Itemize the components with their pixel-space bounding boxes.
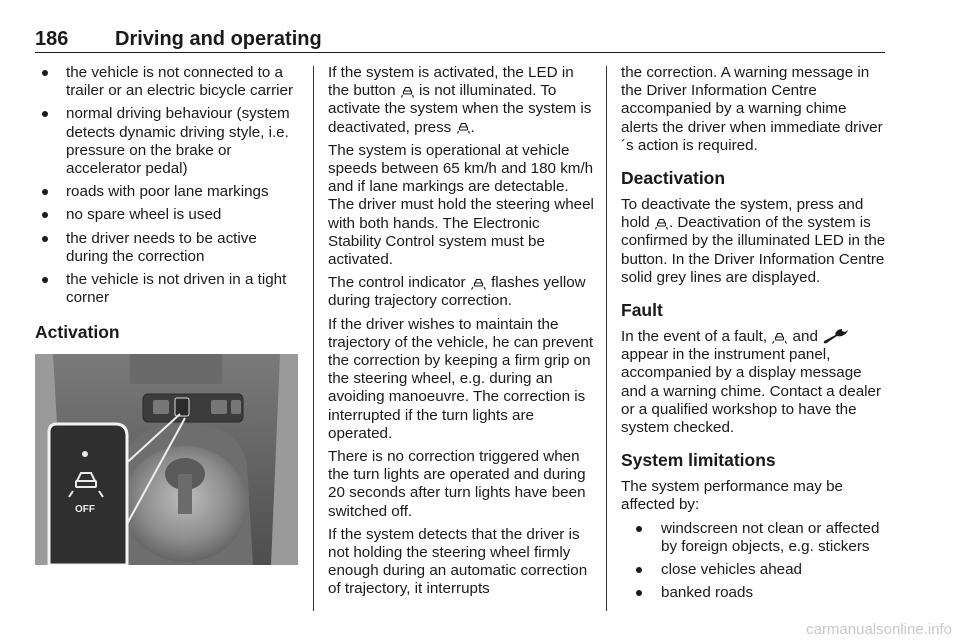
list-item: close vehicles ahead — [629, 561, 887, 579]
paragraph: If the system detects that the driver is not holding the steering wheel firmly enough during an automatic correction of trajectory, it interrupts — [328, 525, 588, 598]
console-illustration — [35, 354, 298, 565]
list-item: banked roads — [629, 584, 887, 602]
text-span: The control indicator — [328, 274, 466, 292]
off-label: OFF — [75, 504, 95, 516]
page-header — [35, 28, 885, 53]
conditions-list — [35, 64, 301, 307]
list-item: the vehicle is not driven in a tight corner — [35, 271, 301, 307]
column-divider — [313, 66, 314, 611]
list-item: the vehicle is not connected to a trailer or an electric bicycle carrier — [35, 64, 301, 100]
limitations-list — [621, 520, 887, 603]
text-span: is not illuminated. To activate the system when the system is deactivated, press — [328, 82, 592, 136]
heading-fault: Fault — [621, 300, 663, 321]
lane-keep-button-icon — [655, 217, 668, 230]
list-item: the driver needs to be active during the correction — [35, 230, 301, 266]
heading-system-limitations: System limitations — [621, 450, 776, 471]
column-3 — [621, 64, 887, 607]
text-span: appear in the instrument panel, accompanied by a display message and a warning chime. Contact a dealer or a qualified workshop to have the system checked. — [621, 346, 882, 437]
heading-deactivation: Deactivation — [621, 168, 726, 189]
page-number: 186 — [35, 28, 69, 50]
lane-keep-button-icon — [457, 121, 470, 134]
list-item: normal driving behaviour (system detects dynamic driving style, i.e. pressure on the brake or accelerator pedal) — [35, 105, 301, 178]
paragraph: There is no correction triggered when the turn lights are operated and during 20 seconds after turn lights have been switched off. — [328, 448, 586, 520]
console-photo — [35, 354, 298, 565]
paragraph — [621, 196, 887, 287]
list-item: roads with poor lane markings — [35, 183, 301, 201]
list-item: no spare wheel is used — [35, 206, 301, 224]
column-divider — [606, 66, 607, 611]
paragraph: The system is operational at vehicle speeds between 65 km/h and 180 km/h and if lane markings are detectable. The driver must hold the steering wheel with both hands. The Electronic Stability Control system must be activated. — [328, 141, 594, 269]
text-span: and — [792, 328, 818, 346]
text-span: flashes yellow during trajectory correction. — [328, 274, 586, 310]
paragraph: the correction. A warning message in the Driver Information Centre accompanied by a warning chime alerts the driver when immediate driver´s action is required. — [621, 64, 883, 154]
lane-keep-indicator-icon — [471, 277, 486, 290]
heading-activation: Activation — [35, 322, 120, 343]
paragraph — [328, 64, 594, 137]
paragraph — [328, 274, 594, 310]
watermark: carmanualsonline.info — [806, 621, 952, 638]
paragraph: If the driver wishes to maintain the trajectory of the vehicle, he can prevent the correction by keeping a firm grip on the steering wheel, e.g. during an avoiding manoeuvre. The correction is interrupted if the turn lights are operated. — [328, 315, 594, 442]
text-span: . Deactivation of the system is confirmed by the illuminated LED in the button. In the Driver Information Centre solid grey lines are displayed. — [621, 214, 886, 286]
text-span: . — [470, 118, 475, 136]
text-span: If the system is activated, the LED in the button — [328, 64, 574, 100]
lane-keep-indicator-icon — [772, 331, 787, 344]
paragraph: The system performance may be affected by: — [621, 478, 843, 514]
list-item: windscreen not clean or affected by foreign objects, e.g. stickers — [629, 520, 887, 556]
column-2 — [328, 64, 594, 604]
page-title: Driving and operating — [115, 28, 322, 50]
text-span: To deactivate the system, press and hold — [621, 196, 864, 232]
text-span: In the event of a fault, — [621, 328, 768, 346]
wrench-icon — [823, 329, 849, 345]
column-1 — [35, 64, 301, 565]
lane-keep-button-icon — [401, 85, 414, 98]
paragraph — [621, 328, 887, 437]
